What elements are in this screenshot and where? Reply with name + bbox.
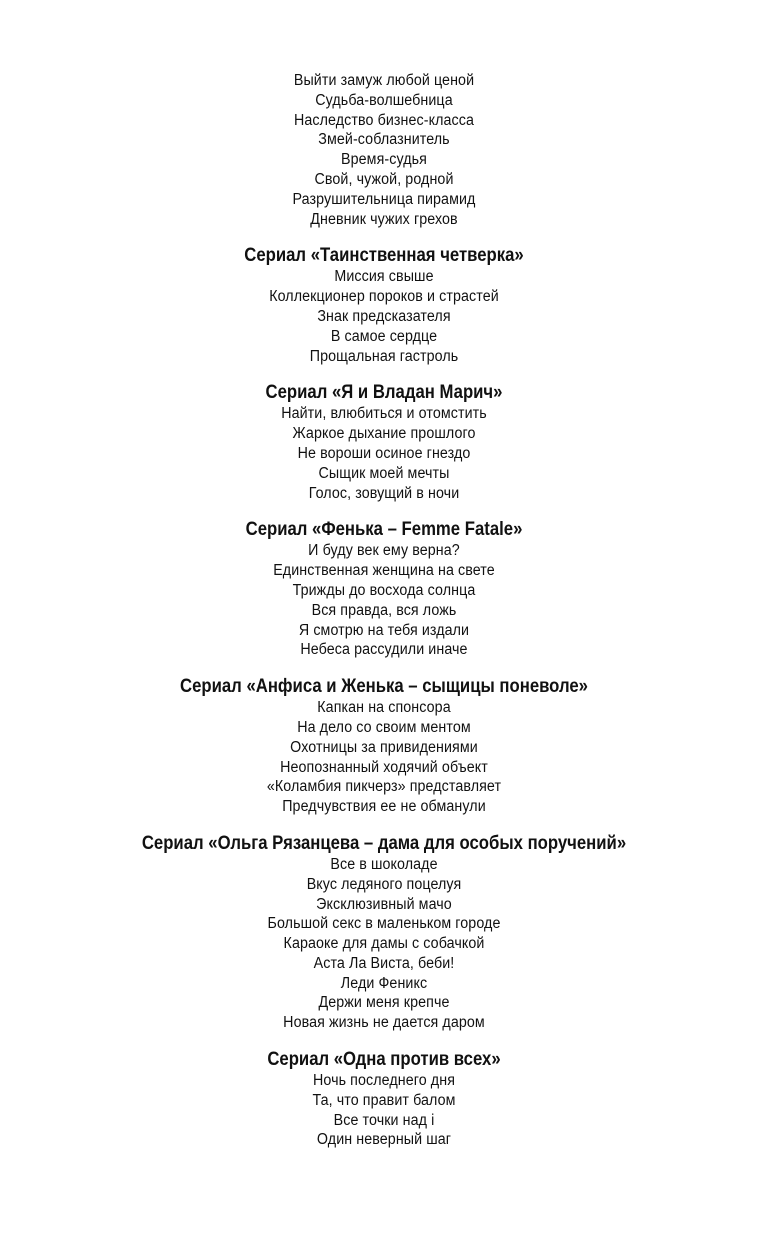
book-title: Небеса рассудили иначе — [300, 641, 468, 659]
book-title: Вкус ледяного поцелуя — [306, 875, 462, 893]
book-title: Большой секс в маленьком городе — [267, 915, 501, 933]
book-title: Коллекционер пороков и страстей — [269, 288, 499, 306]
book-title: Аста Ла Виста, беби! — [313, 954, 455, 972]
series-block — [0, 1049, 768, 1150]
book-title: Наследство бизнес-класса — [293, 111, 475, 129]
book-title: Эксклюзивный мачо — [316, 895, 452, 913]
series-heading: Сериал «Одна против всех» — [267, 1049, 501, 1071]
book-title: Дневник чужих грехов — [310, 210, 458, 228]
series-block — [0, 833, 768, 1033]
book-title: На дело со своим ментом — [297, 718, 471, 736]
series-heading: Сериал «Таинственная четверка» — [244, 245, 524, 267]
series-block — [0, 245, 768, 366]
intro-titles-list — [0, 71, 768, 229]
book-title: Знак предсказателя — [317, 307, 451, 325]
series-heading: Сериал «Анфиса и Женька – сыщицы поневоле» — [180, 676, 588, 698]
book-title: Сыщик моей мечты — [318, 464, 450, 482]
book-title: Все точки над i — [333, 1111, 435, 1129]
book-title: Охотницы за привидениями — [290, 738, 478, 756]
book-title: «Коламбия пикчерз» представляет — [266, 778, 502, 796]
series-heading: Сериал «Фенька – Femme Fatale» — [245, 519, 523, 541]
book-title: Не вороши осиное гнездо — [297, 444, 471, 462]
series-block — [0, 519, 768, 660]
series-heading: Сериал «Ольга Рязанцева – дама для особых поручений» — [141, 832, 627, 854]
book-title: Змей-соблазнитель — [318, 131, 450, 149]
book-title: Трижды до восхода солнца — [292, 581, 476, 599]
book-title: Жаркое дыхание прошлого — [292, 425, 476, 443]
book-title: Выйти замуж любой ценой — [293, 72, 475, 89]
book-title: Ночь последнего дня — [312, 1072, 456, 1090]
book-title: И буду век ему верна? — [308, 542, 460, 560]
book-title: Предчувствия ее не обманули — [282, 798, 486, 816]
book-title: Та, что правит балом — [312, 1091, 456, 1109]
series-heading: Сериал «Я и Владан Марич» — [265, 382, 503, 404]
book-title: Леди Феникс — [340, 974, 428, 992]
book-title: Новая жизнь не дается даром — [283, 1014, 485, 1032]
book-title: Все в шоколаде — [330, 855, 438, 873]
book-title: Время-судья — [341, 151, 427, 169]
book-title: Голос, зовущий в ночи — [308, 484, 460, 502]
book-title: Найти, влюбиться и отомстить — [281, 405, 487, 423]
book-title: Прощальная гастроль — [309, 347, 459, 365]
book-title: Свой, чужой, родной — [314, 170, 454, 188]
book-title: Миссия свыше — [334, 268, 434, 286]
book-title: Неопознанный ходячий объект — [280, 758, 488, 776]
book-title: Судьба-волшебница — [315, 91, 453, 109]
book-title: Один неверный шаг — [316, 1131, 452, 1149]
book-title: Разрушительница пирамид — [292, 190, 476, 208]
book-title: Караоке для дамы с собачкой — [283, 935, 485, 953]
book-list-page — [0, 71, 768, 1150]
book-title: В самое сердце — [330, 327, 438, 345]
book-title: Вся правда, вся ложь — [311, 601, 457, 619]
book-title: Держи меня крепче — [318, 994, 450, 1012]
book-title: Единственная женщина на свете — [273, 562, 495, 580]
series-block — [0, 676, 768, 817]
book-title: Я смотрю на тебя издали — [298, 621, 470, 639]
book-title: Капкан на спонсора — [317, 699, 451, 717]
series-block — [0, 382, 768, 503]
